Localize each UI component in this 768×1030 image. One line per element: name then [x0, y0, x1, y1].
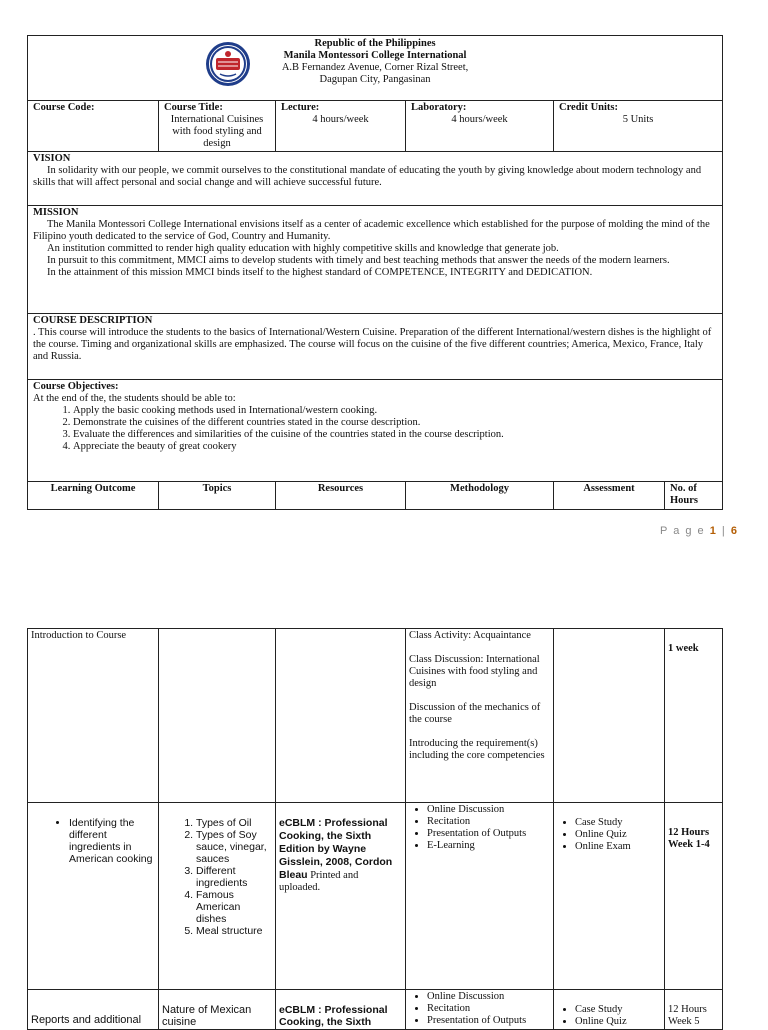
- assessment-list: [557, 817, 661, 853]
- topics-cell: [159, 803, 276, 990]
- course-plan-table: [27, 628, 723, 1030]
- column-header-row: [28, 482, 723, 510]
- mission-paragraph: An institution committed to render high quality education with highly competitive skills and knowledge that generate job.: [47, 243, 559, 254]
- course-objectives-section: [28, 380, 723, 482]
- methodology-list: [409, 991, 550, 1027]
- hours-text: 1 week: [668, 643, 699, 654]
- course-title-value: International Cuisines with food styling and design: [170, 114, 264, 149]
- page-number-current: 1: [709, 525, 718, 537]
- syllabus-page-2: [27, 628, 722, 1030]
- vision-section: [28, 152, 723, 206]
- list-item: 1. Types of Oil: [196, 817, 272, 829]
- list-item: 3. Different ingredients: [196, 865, 272, 889]
- page-number-prefix: P a g e: [660, 525, 710, 537]
- list-item: • Identifying the different ingredients in American cooking: [69, 817, 155, 865]
- column-header: Assessment: [554, 482, 665, 510]
- mission-paragraph: The Manila Montessori College International envisions itself as a center of academic excellence which established for the purpose of molding the mind of the Filipino youth dedicated to the service of God, Country and Humanity.: [33, 219, 710, 242]
- course-description-section: [28, 314, 723, 380]
- methodology-cell: [406, 803, 554, 990]
- list-item: • Recitation: [427, 1003, 550, 1015]
- institution-header: [28, 36, 723, 101]
- resource-note: Printed and uploaded.: [279, 870, 359, 893]
- credit-units-cell: [554, 101, 723, 152]
- list-item: • Case Study: [575, 817, 661, 829]
- method-text: Discussion of the mechanics of the course: [409, 702, 541, 725]
- list-item: • E-Learning: [427, 840, 550, 852]
- laboratory-value: 4 hours/week: [451, 114, 508, 125]
- syllabus-header-table: [27, 35, 723, 510]
- list-item: 3. Evaluate the differences and similarities of the cuisine of the countries stated in the course description.: [73, 429, 717, 441]
- learning-outcome-cell: Introduction to Course: [28, 629, 159, 803]
- column-header: Learning Outcome: [28, 482, 159, 510]
- list-item: • Online Quiz: [575, 829, 661, 841]
- syllabus-page-1: [27, 35, 722, 510]
- college-seal-icon: [205, 41, 251, 87]
- list-item: • Presentation of Outputs: [427, 828, 550, 840]
- column-header: Resources: [276, 482, 406, 510]
- methodology-list: [409, 804, 550, 852]
- list-item: 5. Meal structure: [196, 925, 272, 937]
- page-number: [660, 525, 738, 537]
- address-line-2: Dagupan City, Pangasinan: [319, 74, 431, 85]
- college-name: Manila Montessori College International: [283, 50, 467, 61]
- assessment-cell: [554, 803, 665, 990]
- credit-units-value: 5 Units: [622, 114, 654, 125]
- mission-section: [28, 206, 723, 314]
- resources-cell: eCBLM : Professional Cooking, the Sixth: [276, 990, 406, 1030]
- column-header: No. of Hours: [665, 482, 723, 510]
- hours-cell: [665, 629, 723, 803]
- topics-list: [162, 817, 272, 937]
- lecture-label: Lecture:: [281, 102, 320, 113]
- list-item: • Online Quiz: [575, 1016, 661, 1028]
- course-objectives-list: [33, 405, 717, 453]
- course-title-cell: [159, 101, 276, 152]
- list-item: • Presentation of Outputs: [427, 1015, 550, 1027]
- resources-cell: [276, 629, 406, 803]
- course-title-label: Course Title:: [164, 102, 223, 113]
- list-item: • Online Discussion: [427, 991, 550, 1003]
- vision-text: In solidarity with our people, we commit ourselves to the constitutional mandate of educating the youth by giving knowledge about modern technology and skills that will affect personal and social change and will achieve successful future.: [33, 165, 702, 188]
- method-text: Class Discussion: International Cuisines with food styling and design: [409, 654, 540, 689]
- table-row: [28, 803, 723, 990]
- page-number-total: 6: [730, 525, 739, 537]
- mission-paragraph: In the attainment of this mission MMCI binds itself to the highest standard of COMPETENCE, INTEGRITY and DEDICATION.: [47, 267, 593, 278]
- hours-cell: 12 Hours Week 5: [665, 990, 723, 1030]
- resource-title: eCBLM : Professional Cooking, the Sixth Edition by Wayne Gisslein, 2008, Cordon Bleau: [279, 817, 393, 881]
- list-item: 4. Appreciate the beauty of great cookery: [73, 441, 717, 453]
- hours-cell: 12 Hours Week 1-4: [665, 803, 723, 990]
- laboratory-label: Laboratory:: [411, 102, 467, 113]
- table-row: [28, 629, 723, 803]
- vision-heading: VISION: [33, 153, 71, 164]
- course-description-heading: COURSE DESCRIPTION: [33, 315, 153, 326]
- course-code-label: Course Code:: [33, 102, 95, 113]
- credit-units-label: Credit Units:: [559, 102, 619, 113]
- list-item: 2. Demonstrate the cuisines of the different countries stated in the course description.: [73, 417, 717, 429]
- assessment-cell: [554, 629, 665, 803]
- list-item: 2. Types of Soy sauce, vinegar, sauces: [196, 829, 272, 865]
- course-description-text: . This course will introduce the students to the basics of International/Western Cuisine. Preparation of the different International/western dishes is the highlight of the course. Timing and organizational skills are emphasized. The course will focus on the cuisine of the five different countries; America, Mexico, France, Italy and Russia.: [33, 327, 712, 362]
- republic-line: Republic of the Philippines: [314, 38, 436, 49]
- list-item: • Online Exam: [575, 841, 661, 853]
- course-code-cell: [28, 101, 159, 152]
- column-header: Methodology: [406, 482, 554, 510]
- method-text: Introducing the requirement(s) including the core competencies: [409, 738, 545, 761]
- learning-outcome-cell: Reports and additional: [28, 990, 159, 1030]
- column-header: Topics: [159, 482, 276, 510]
- list-item: 4. Famous American dishes: [196, 889, 272, 925]
- methodology-cell: [406, 629, 554, 803]
- course-objectives-intro: At the end of the, the students should be able to:: [33, 393, 236, 404]
- mission-paragraph: In pursuit to this commitment, MMCI aims to develop students with timely and best teaching methods that answer the needs of the modern learners.: [47, 255, 670, 266]
- resources-cell: [276, 803, 406, 990]
- topics-cell: Nature of Mexican cuisine: [159, 990, 276, 1030]
- page-number-separator: |: [717, 525, 731, 537]
- method-text: Class Activity: Acquaintance: [409, 630, 531, 641]
- lecture-cell: [276, 101, 406, 152]
- course-objectives-heading: Course Objectives:: [33, 381, 119, 392]
- address-line-1: A.B Fernandez Avenue, Corner Rizal Street,: [281, 62, 469, 73]
- laboratory-cell: [406, 101, 554, 152]
- lecture-value: 4 hours/week: [312, 114, 369, 125]
- list-item: 1. Apply the basic cooking methods used in International/western cooking.: [73, 405, 717, 417]
- topics-cell: [159, 629, 276, 803]
- learning-outcome-cell: [28, 803, 159, 990]
- list-item: • Case Study: [575, 1004, 661, 1016]
- mission-heading: MISSION: [33, 207, 79, 218]
- outcome-list: [31, 817, 155, 865]
- list-item: • Recitation: [427, 816, 550, 828]
- assessment-list: [557, 1004, 661, 1028]
- list-item: • Online Discussion: [427, 804, 550, 816]
